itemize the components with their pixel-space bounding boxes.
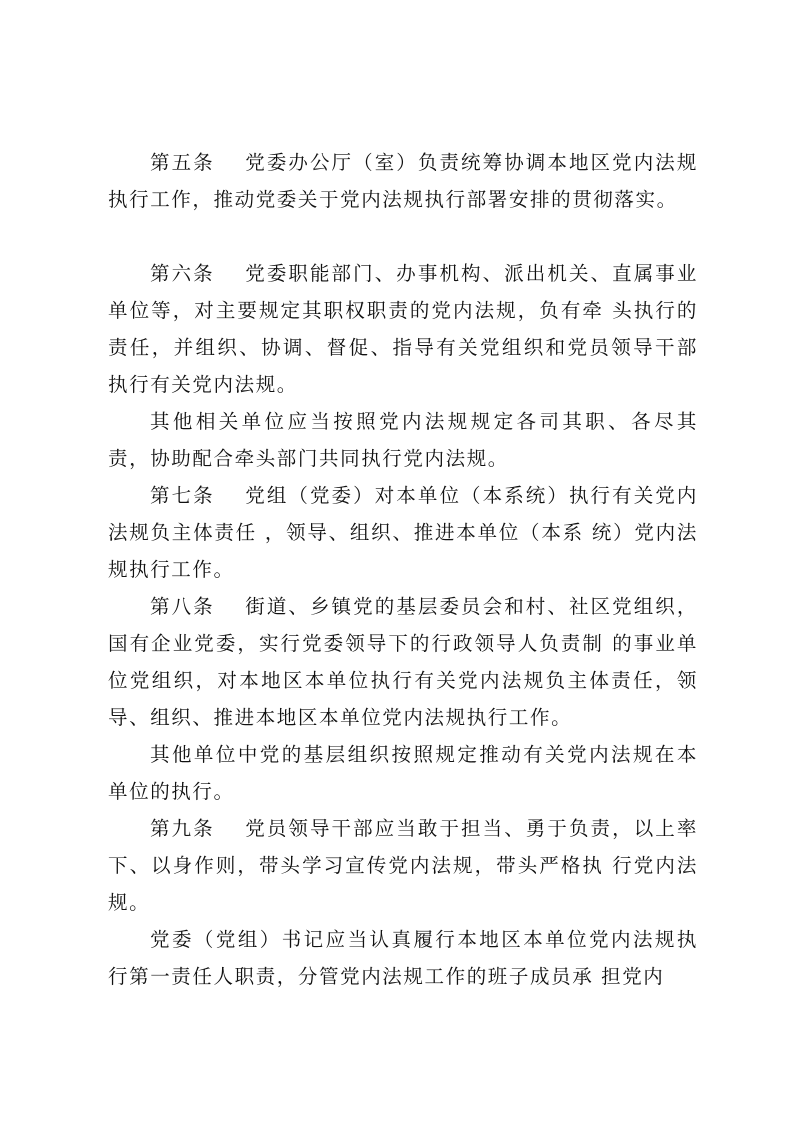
paragraph-text: 党委（党组）书记应当认真履行本地区本单位党内法规执行第一责任人职责，分管党内法规工作的班子成员承 担党内	[108, 928, 698, 988]
article-number: 第六条	[150, 262, 215, 285]
article-number: 第八条	[150, 595, 215, 618]
paragraph-text: 其他单位中党的基层组织按照规定推动有关党内法规在本单位的执行。	[108, 743, 698, 803]
paragraph-article-8-cont	[108, 736, 698, 810]
paragraph-article-6	[108, 255, 698, 403]
paragraph-article-8	[108, 588, 698, 736]
paragraph-text: 党组（党委）对本单位（本系统）执行有关党内法规负主体责任 ，领导、组织、推进本单位（本系 统）党内法规执行工作。	[108, 484, 698, 581]
article-number: 第五条	[150, 151, 215, 174]
paragraph-text: 党委职能部门、办事机构、派出机关、直属事业单位等，对主要规定其职权职责的党内法规，负有牵 头执行的责任，并组织、协调、督促、指导有关党组织和党员领导干部执行有关党内法规。	[108, 262, 698, 396]
paragraph-text: 街道、乡镇党的基层委员会和村、社区党组织，国有企业党委，实行党委领导下的行政领导人负责制 的事业单位党组织，对本地区本单位执行有关党内法规负主体责任，领导、组织、推进本地区本单位党内法规执行工作。	[108, 595, 698, 729]
article-number: 第七条	[150, 484, 215, 507]
paragraph-article-5	[108, 144, 698, 218]
article-number: 第九条	[150, 817, 215, 840]
paragraph-article-9	[108, 810, 698, 921]
paragraph-text: 党员领导干部应当敢于担当、勇于负责，以上率下、以身作则，带头学习宣传党内法规，带头严格执 行党内法规。	[108, 817, 698, 914]
paragraph-text: 其他相关单位应当按照党内法规规定各司其职、各尽其责，协助配合牵头部门共同执行党内法规。	[108, 410, 698, 470]
paragraph-text: 党委办公厅（室）负责统筹协调本地区党内法规执行工作，推动党委关于党内法规执行部署安排的贯彻落实。	[108, 151, 698, 211]
paragraph-article-9-cont	[108, 921, 698, 995]
paragraph-article-6-cont	[108, 403, 698, 477]
paragraph-article-7	[108, 477, 698, 588]
